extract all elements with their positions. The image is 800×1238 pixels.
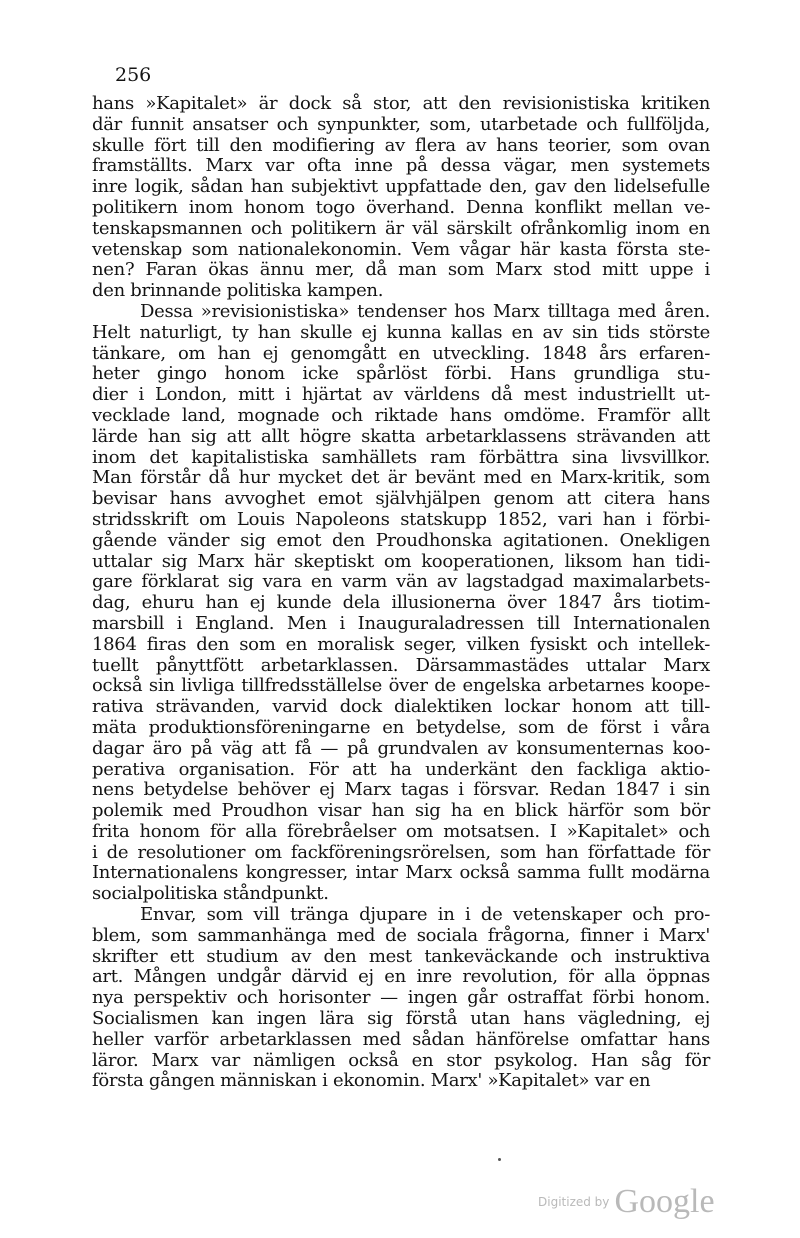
text-line: socialpolitiska ståndpunkt. [92,883,329,905]
text-line: den brinnande politiska kampen. [92,280,384,302]
paragraph [92,905,710,1092]
text-line: polemik med Proudhon visar han sig ha en blick härför som bör [92,800,710,822]
text-line: politikern inom honom togo överhand. Denna konflikt mellan ve- [92,196,710,218]
text-line: vecklade land, mognade och riktade hans omdöme. Framför allt [92,404,710,426]
text-line: bevisar hans avvoghet emot självhjälpen genom att citera hans [92,488,710,510]
text-line: dagar äro på väg att få — på grundvalen av konsumenternas koo- [92,737,710,759]
text-line: tuellt pånyttfött arbetarklassen. Därsammastädes uttalar Marx [92,654,710,676]
watermark-prefix: Digitized by [538,1195,610,1209]
text-line: 1864 firas den som en moralisk seger, vilken fysiskt och intellek- [92,633,710,655]
page-number: 256 [115,64,152,86]
text-line: där funnit ansatser och synpunkter, som, utarbetade och fullföljda, [92,113,710,135]
text-line: blem, som sammanhänga med de sociala frågorna, finner i Marx' [92,924,710,946]
google-logo: Google [614,1183,715,1220]
text-line: nen? Faran ökas ännu mer, då man som Marx stod mitt uppe i [92,259,710,281]
digitized-watermark [538,1183,715,1221]
text-line: mäta produktionsföreningarne en betydelse, som de först i våra [92,716,710,738]
text-line: Internationalens kongresser, intar Marx också samma fullt modärna [92,862,710,884]
text-line: inom det kapitalistiska samhällets ram förbättra sina livsvillkor. [92,446,710,468]
text-line: nens betydelse behöver ej Marx tagas i försvar. Redan 1847 i sin [92,779,710,801]
text-line: läror. Marx var nämligen också en stor psykolog. Han såg för [92,1049,710,1071]
text-line: hans »Kapitalet» är dock så stor, att den revisionistiska kritiken [92,93,710,114]
text-line: stridsskrift om Louis Napoleons statskupp 1852, vari han i förbi- [92,508,710,530]
text-line: gående vänder sig emot den Proudhonska agitationen. Onekligen [92,529,710,551]
text-line: tenskapsmannen och politikern är väl särskilt ofrånkomlig inom en [92,217,710,239]
text-line: gare förklarat sig vara en varm vän av lagstadgad maximalarbets- [92,571,710,593]
ink-speck [498,1158,501,1161]
text-line: heller varför arbetarklassen med sådan hänförelse omfattar hans [92,1028,710,1050]
text-line: art. Mången undgår därvid ej en inre revolution, för alla öppnas [92,966,710,988]
text-line: marsbill i England. Men i Inauguraladressen till Internationalen [92,612,710,634]
text-line: inre logik, sådan han subjektivt uppfattade den, gav den lidelsefulle [92,176,710,198]
text-line: Helt naturligt, ty han skulle ej kunna kallas en av sin tids störste [92,321,710,343]
text-line: heter gingo honom icke spårlöst förbi. Hans grundliga stu- [92,363,710,385]
text-line: skrifter ett studium av den mest tankeväckande och instruktiva [92,945,710,967]
text-line: Dessa »revisionistiska» tendenser hos Marx tilltaga med åren. [140,300,710,322]
text-line: också sin livliga tillfredsställelse över de engelska arbetarnes koope- [92,675,710,697]
text-line: första gången människan i ekonomin. Marx' »Kapitalet» var en [92,1070,651,1092]
text-line: Man förstår då hur mycket det är bevänt med en Marx-kritik, som [92,467,710,489]
text-line: frita honom för alla förebråelser om motsatsen. I »Kapitalet» och [92,820,710,842]
paragraph [92,302,710,905]
text-line: framställts. Marx var ofta inne på dessa vägar, men systemets [92,155,710,177]
text-line: dier i London, mitt i hjärtat av världens då mest industriellt ut- [92,384,710,406]
text-line: rativa strävanden, varvid dock dialektiken lockar honom att till- [92,696,710,718]
text-line: dag, ehuru han ej kunde dela illusionerna över 1847 års tiotim- [92,592,710,614]
text-line: lärde han sig att allt högre skatta arbetarklassens strävanden att [92,425,710,447]
text-line: uttalar sig Marx här skeptiskt om kooperationen, liksom han tidi- [92,550,710,572]
paragraph [92,94,710,302]
text-line: Socialismen kan ingen lära sig förstå utan hans vägledning, ej [92,1008,710,1030]
text-line: skulle fört till den modifiering av flera av hans teorier, som ovan [92,134,710,156]
text-line: Envar, som vill tränga djupare in i de vetenskaper och pro- [140,904,710,926]
text-line: vetenskap som nationalekonomin. Vem vågar här kasta första ste- [92,238,710,260]
text-line: i de resolutioner om fackföreningsrörelsen, som han författade för [92,841,710,863]
body-text [92,94,710,1092]
text-line: perativa organisation. För att ha underkänt den fackliga aktio- [92,758,710,780]
text-line: tänkare, om han ej genomgått en utveckling. 1848 års erfaren- [92,342,710,364]
text-line: nya perspektiv och horisonter — ingen går ostraffat förbi honom. [92,987,710,1009]
